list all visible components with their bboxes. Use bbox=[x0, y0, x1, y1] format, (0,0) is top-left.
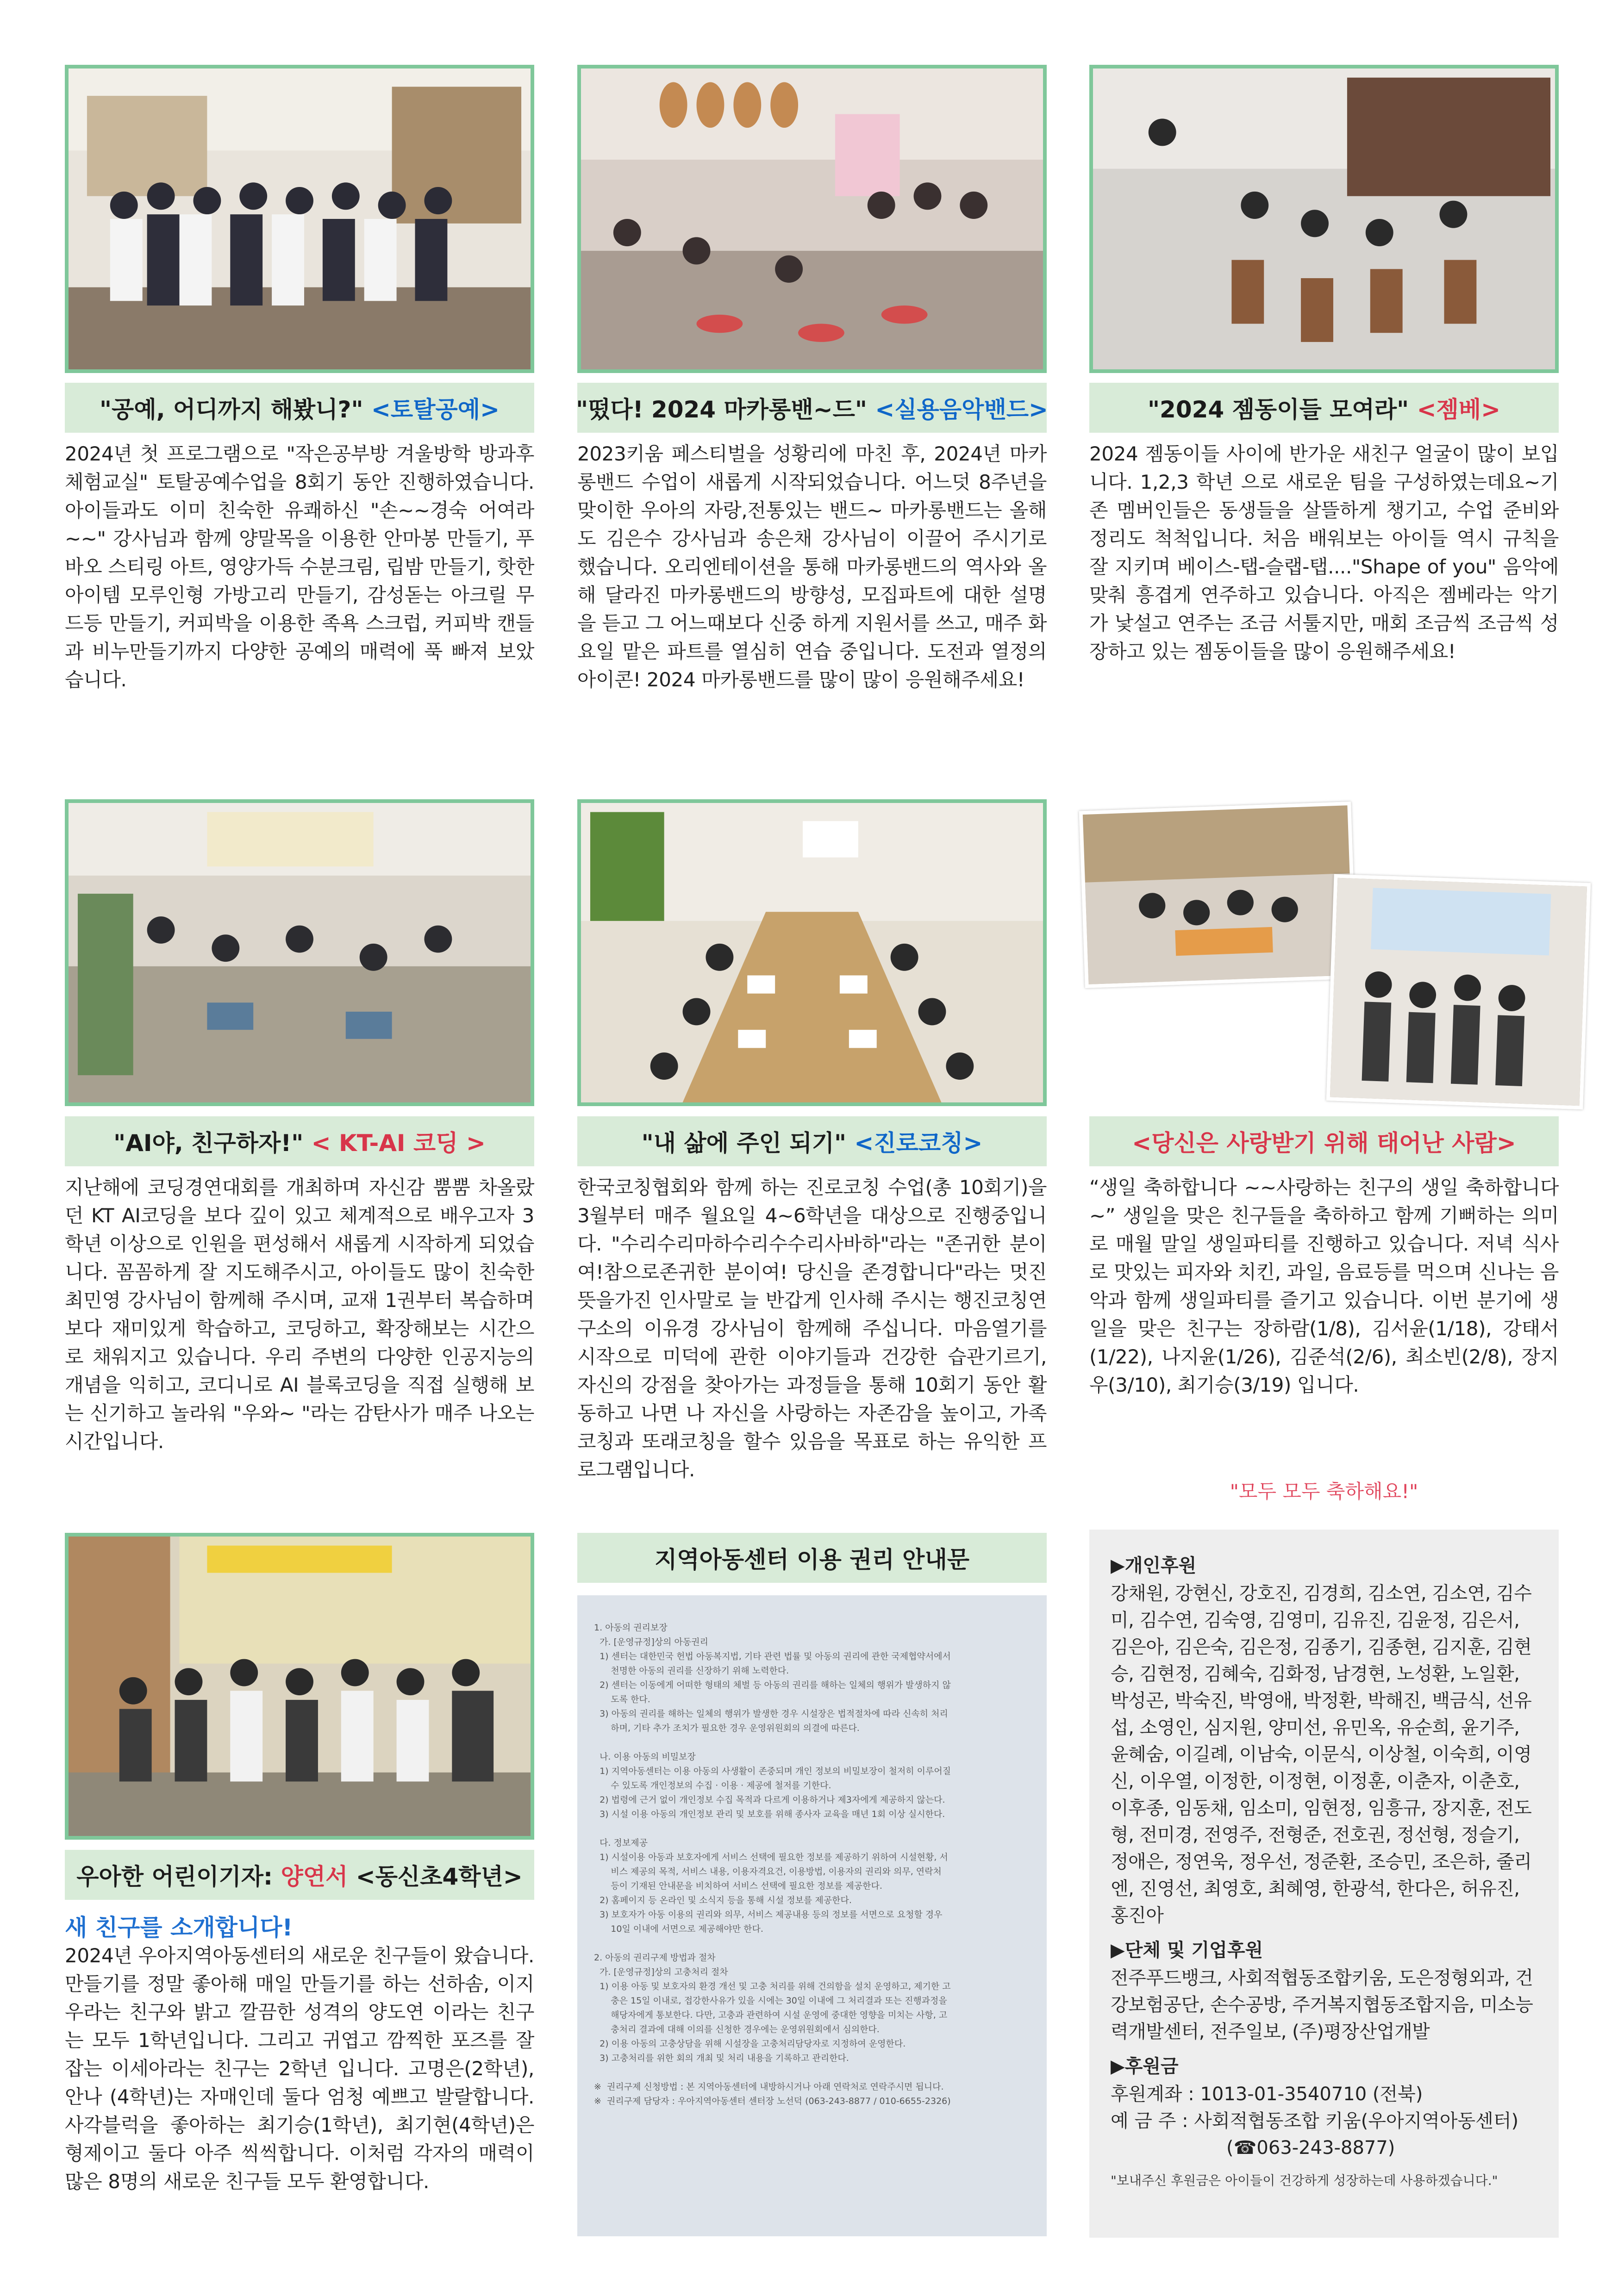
donation-note: "보내주신 후원금은 아이들이 건강하게 성장하는데 사용하겠습니다." bbox=[1111, 2173, 1498, 2188]
corporate-donor-label: ▶단체 및 기업후원 bbox=[1111, 1940, 1263, 1961]
fund-label: ▶후원금 bbox=[1111, 2056, 1179, 2077]
rights-notice-line: 3) 보호자가 아동 이용의 권리와 의무, 서비스 제공내용 등의 정보를 서면으로 요청할 경우 bbox=[594, 1910, 943, 1920]
rights-notice-line bbox=[594, 2066, 1030, 2080]
djembe-title-bar bbox=[1089, 383, 1559, 433]
ai-tag: < KT-AI 코딩 > bbox=[311, 1130, 486, 1157]
coaching-title-bar bbox=[577, 1116, 1047, 1166]
reporter-school: <동신초4학년> bbox=[348, 1863, 523, 1890]
photo-birthday-kids bbox=[1326, 874, 1591, 1109]
rights-notice-line: 가. [운영규정]상의 아동권리 bbox=[594, 1637, 708, 1647]
rights-notice-line: 충은 15일 이내로, 접강한사유가 있을 시에는 30일 이내에 그 처리결과 또는 진행과정을 bbox=[594, 1996, 947, 2006]
rights-notice-line: 2) 법령에 근거 없이 개인정보 수집 목적과 다르게 이용하거나 제3자에게 제공하지 않는다. bbox=[594, 1795, 945, 1805]
account-holder-line: 예 금 주 : 사회적협동조합 키움(우아지역아동센터) bbox=[1111, 2110, 1519, 2132]
rights-notice-line: 가. [운영규정]상의 고충처리 절차 bbox=[594, 1967, 728, 1977]
photo-career-coaching bbox=[577, 799, 1047, 1106]
rights-notice-line: ※ 권리구제 신청방법 : 본 지역아동센터에 내방하시거나 아래 연락처로 연락주시면 됩니다. bbox=[594, 2082, 944, 2092]
rights-notice-line: 1) 이용 아동 및 보호자의 환경 개선 및 고충 처리를 위해 건의함을 설치 운영하고, 제기한 고 bbox=[594, 1981, 951, 1991]
rights-notice-line: 2) 이용 아동의 고충상담을 위해 시설장을 고충처리담당자로 지정하여 운영한다. bbox=[594, 2039, 906, 2049]
coaching-headline: "내 삶에 주인 되기" bbox=[641, 1130, 846, 1157]
coaching-body: 한국코칭협회와 함께 하는 진로코칭 수업(총 10회기)을 3월부터 매주 월요일 4~6학년을 대상으로 진행중입니다. "수리수리마하수리수수리사바하"라는 "존귀한 분이여!참으로존귀한 분이여! 당신을 존경합니다"라는 멋진 뜻을가진 인사말로 늘 반갑게 인사해 주시는 행진코칭연구소의 이유경 강사님이 함께해 주십니다. 마음열기를 시작으로 미덕에 관한 이야기들과 건강한 습관기르기, 자신의 강점을 찾아가는 과정들을 통해 10회기 동안 활동하고 나면 나 자신을 사랑하는 자존감을 높이고, 가족코칭과 또래코칭을 할수 있음을 목표로 하는 유익한 프로그램입니다. bbox=[577, 1176, 1047, 1481]
personal-donor-label: ▶개인후원 bbox=[1111, 1555, 1197, 1576]
rights-notice-line: 2) 센터는 이동에게 어떠한 형태의 체벌 등 아동의 권리를 해하는 일체의 행위가 발생하지 않 bbox=[594, 1680, 951, 1690]
rights-title-bar bbox=[577, 1533, 1047, 1583]
ai-body: 지난해에 코딩경연대회를 개최하며 자신감 뿜뿜 차올랐던 KT AI코딩을 보다 깊이 있고 체계적으로 배우고자 3학년 이상으로 인원을 편성해서 새롭게 시작하게 되었습니다. 꼼꼼하게 잘 지도해주시고, 아이들도 많이 친숙한 최민영 강사님이 함께해 주시며, 교재 1권부터 복습하며 보다 재미있게 학습하고, 코딩하고, 확장해보는 시간으로 채워지고 있습니다. 우리 주변의 다양한 인공지능의 개념을 익히고, 코디니로 AI 블록코딩을 직접 실행해 보는 신기하고 놀라워 "우와~ "라는 감탄사가 매주 나오는 시간입니다. bbox=[65, 1176, 534, 1453]
rights-notice-line: 1) 지역아동센터는 이용 아동의 사생활이 존중되며 개인 정보의 비밀보장이 철저히 이루어질 bbox=[594, 1766, 951, 1776]
rights-notice-line bbox=[594, 1822, 1030, 1836]
rights-notice-line: 도록 한다. bbox=[594, 1694, 650, 1705]
corporate-donor-names: 전주푸드뱅크, 사회적협동조합키움, 도은정형외과, 건강보험공단, 손수공방, 주거복지협동조합지음, 미소능력개발센터, 전주일보, (주)평장산업개발 bbox=[1111, 1967, 1533, 2042]
band-title-bar bbox=[577, 383, 1047, 433]
rights-notice-line: 10일 이내에 서면으로 제공해야만 한다. bbox=[594, 1924, 763, 1934]
ai-title-bar bbox=[65, 1116, 534, 1166]
rights-notice-line: 2) 홈페이지 등 온라인 및 소식지 등을 통해 시설 정보를 제공한다. bbox=[594, 1895, 852, 1905]
rights-notice-line bbox=[594, 1936, 1030, 1951]
craft-tag: <토탈공예> bbox=[371, 396, 500, 423]
photo-djembe-class bbox=[1089, 65, 1559, 373]
rights-notice-text bbox=[594, 1621, 1030, 2109]
rights-notice-line: 나. 이용 아동의 비밀보장 bbox=[594, 1752, 696, 1762]
djembe-body: 2024 젬동이들 사이에 반가운 새친구 얼굴이 많이 보입니다. 1,2,3 학년 으로 새로운 팀을 구성하였는데요~기존 멤버인들은 동생들을 살뜰하게 챙기고, 수업 준비와 정리도 척척입니다. 처음 배워보는 아이들 역시 규칙을 잘 지키며 베이스-탭-슬랩-탭...."Shape of you" 음악에 맞춰 흥겹게 연주하고 있습니다. 아직은 젬베라는 악기가 낯설고 연주는 조금 서툴지만, 매회 조금씩 조금씩 성장하고 있는 젬동이들을 많이 응원해주세요! bbox=[1089, 442, 1559, 663]
photo-new-friends bbox=[65, 1533, 534, 1840]
rights-notice-line bbox=[594, 1736, 1030, 1750]
reporter-label: 우아한 어린이기자: bbox=[76, 1863, 281, 1890]
rights-notice-line: 수 있도록 개인정보의 수집 · 이용 · 제공에 철저를 기한다. bbox=[594, 1780, 831, 1791]
rights-notice-line: 1. 아동의 권리보장 bbox=[594, 1623, 668, 1633]
rights-notice-line: ※ 권리구제 담당자 : 우아지역아동센터 센터장 노선덕 (063-243-8877 / 010-6655-2326) bbox=[594, 2096, 951, 2106]
craft-body: 2024년 첫 프로그램으로 "작은공부방 겨울방학 방과후 체험교실" 토탈공예수업을 8회기 동안 진행하였습니다.아이들과도 이미 친숙한 유쾌하신 "손~~경숙 어여라~~" 강사님과 함께 양말목을 이용한 안마봉 만들기, 푸바오 스티링 아트, 영양가득 수분크림, 립밤 만들기, 핫한 아이템 모루인형 가방고리 만들기, 감성돋는 아크릴 무드등 만들기, 커피박을 이용한 족욕 스크럽, 커피박 캔들과 비누만들기까지 다양한 공예의 매력에 푹 빠져 보았습니다. bbox=[65, 442, 534, 691]
rights-notice-line: 등이 기재된 안내문을 비치하여 서비스 선택에 필요한 정보를 제공한다. bbox=[594, 1881, 882, 1891]
reporter-title-bar bbox=[65, 1850, 534, 1900]
rights-notice-line: 3) 고충처리를 위한 회의 개최 및 처리 내용을 기록하고 관리한다. bbox=[594, 2053, 849, 2063]
rights-notice-box bbox=[577, 1595, 1047, 2236]
rights-notice-line: 1) 시설이용 아동과 보호자에게 서비스 선택에 필요한 정보를 제공하기 위하여 시설현황, 서 bbox=[594, 1852, 948, 1862]
rights-notice-line: 2. 아동의 권리구제 방법과 절차 bbox=[594, 1953, 716, 1963]
birthday-headline: <당신은 사랑받기 위해 태어난 사람> bbox=[1132, 1130, 1516, 1157]
rights-notice-line: 해당자에게 통보한다. 다만, 고충과 관련하여 시설 운영에 중대한 영향을 미치는 사항, 고 bbox=[594, 2010, 948, 2020]
band-headline: "떴다! 2024 마카롱밴~드" bbox=[576, 396, 867, 423]
ai-headline: "AI야, 친구하자!" bbox=[113, 1130, 304, 1157]
rights-notice-line: 하며, 기타 추가 조치가 필요한 경우 운영위원회의 의결에 따른다. bbox=[594, 1723, 860, 1733]
craft-headline: "공예, 어디까지 해봤니?" bbox=[99, 396, 363, 423]
new-friends-body: 2024년 우아지역아동센터의 새로운 친구들이 왔습니다. 만들기를 정말 좋아해 매일 만들기를 하는 선하솜, 이지우라는 친구와 밝고 깔끔한 성격의 양도연 이라는 친구는 모두 1학년입니다. 그리고 귀엽고 깜찍한 포즈를 잘 잡는 이세아라는 친구는 2학년 입니다. 고명은(2학년), 안나 (4학년)는 자매인데 둘다 엄청 예쁘고 발랄합니다. 사각블럭을 좋아하는 최기승(1학년), 최기현(4학년)은 형제이고 둘다 아주 씩씩합니다. 이처럼 각자의 매력이 많은 8명의 새로운 친구들 모두 환영합니다. bbox=[65, 1944, 534, 2193]
rights-notice-line: 비스 제공의 목적, 서비스 내용, 이용자격요건, 이용방법, 이용자의 권리와 의무, 연락처 bbox=[594, 1867, 942, 1877]
photo-ai-coding bbox=[65, 799, 534, 1106]
photo-craft-class bbox=[65, 65, 534, 373]
birthday-title-bar bbox=[1089, 1116, 1559, 1166]
djembe-tag: <젬베> bbox=[1417, 396, 1500, 423]
craft-title-bar bbox=[65, 383, 534, 433]
rights-notice-line: 천명한 아동의 권리를 신장하기 위해 노력한다. bbox=[594, 1666, 789, 1676]
rights-notice-line: 3) 시설 이용 아동의 개인정보 관리 및 보호를 위해 종사자 교육을 매년 1회 이상 실시한다. bbox=[594, 1809, 945, 1819]
photo-birthday-group bbox=[1079, 802, 1357, 988]
contact-phone: (☎063-243-8877) bbox=[1226, 2137, 1395, 2159]
rights-notice-line: 다. 정보제공 bbox=[594, 1838, 648, 1848]
rights-notice-line: 3) 아동의 권리를 해하는 일체의 행위가 발생한 경우 시설장은 법적절차에 따라 신속히 처리 bbox=[594, 1709, 948, 1719]
personal-donor-names: 강채원, 강현신, 강호진, 김경희, 김소연, 김소연, 김수미, 김수연, 김숙영, 김영미, 김유진, 김윤정, 김은서, 김은아, 김은숙, 김은정, 김종기, 김종현, 김지훈, 김현승, 김현정, 김혜숙, 김화정, 남경현, 노성환, 노일환, 박성곤, 박숙진, 박영애, 박정환, 박해진, 백금식, 선유섭, 소영인, 심지원, 양미선, 유민옥, 유순희, 윤기주, 윤혜숨, 이길례, 이남숙, 이문식, 이상철, 이숙희, 이영신, 이우열, 이정한, 이정현, 이정훈, 이춘자, 이춘호, 이후종, 임동채, 임소미, 임현정, 임흥규, 장지훈, 전도형, 전미경, 전영주, 전형준, 전호권, 정선형, 정슬기, 정애은, 정연욱, 정우선, 정준환, 조승민, 조은하, 줄리엔, 진영선, 최영호, 최혜영, 한광석, 한다은, 허유진, 홍진아 bbox=[1111, 1583, 1532, 1926]
account-line: 후원계좌 : 1013-01-3540710 (전북) bbox=[1111, 2084, 1423, 2105]
rights-headline: 지역아동센터 이용 권리 안내문 bbox=[654, 1546, 970, 1573]
donor-box bbox=[1089, 1530, 1559, 2238]
band-body: 2023키움 페스티벌을 성황리에 마친 후, 2024년 마카롱밴드 수업이 새롭게 시작되었습니다. 어느덧 8주년을 맞이한 우아의 자랑,전통있는 밴드~ 마카롱밴드는 올해도 김은수 강사님과 송은채 강사님이 이끌어 주시기로 했습니다. 오리엔테이션을 통해 마카롱밴드의 역사와 올해 달라진 마카롱밴드의 방향성, 모집파트에 대한 설명을 듣고 그 어느때보다 신중 하게 지원서를 쓰고, 매주 화요일 맡은 파트를 열심히 연습 중입니다. 도전과 열정의 아이콘! 2024 마카롱밴드를 많이 많이 응원해주세요! bbox=[577, 442, 1047, 691]
reporter-name: 양연서 bbox=[281, 1863, 348, 1890]
band-tag: <실용음악밴드> bbox=[875, 396, 1048, 423]
coaching-tag: <진로코칭> bbox=[854, 1130, 983, 1157]
birthday-wish: "모두 모두 축하해요!" bbox=[1230, 1480, 1418, 1503]
photo-band-class bbox=[577, 65, 1047, 373]
djembe-headline: "2024 젬동이들 모여라" bbox=[1148, 396, 1409, 423]
new-friends-heading: 새 친구를 소개합니다! bbox=[65, 1914, 293, 1941]
rights-notice-line: 충처리 결과에 대해 이의를 신청한 경우에는 운영위원회에서 심의한다. bbox=[594, 2024, 880, 2035]
rights-notice-line: 1) 센터는 대한민국 헌법 아동복지법, 기타 관련 법률 및 아동의 권리에 관한 국제협약서에서 bbox=[594, 1651, 951, 1661]
birthday-body: “생일 축하합니다 ~~사랑하는 친구의 생일 축하합니다~” 생일을 맞은 친구들을 축하하고 함께 기뻐하는 의미로 매월 말일 생일파티를 진행하고 있습니다. 저녁 식사로 맛있는 피자와 치킨, 과일, 음료등를 먹으며 신나는 음악과 함께 생일파티를 즐기고 있습니다. 이번 분기에 생일을 맞은 친구는 장하람(1/8), 김서윤(1/18), 강태서(1/22), 나지윤(1/26), 김준석(2/6), 최소빈(2/8), 장지우(3/10), 최기승(3/19) 입니다. bbox=[1089, 1176, 1559, 1396]
